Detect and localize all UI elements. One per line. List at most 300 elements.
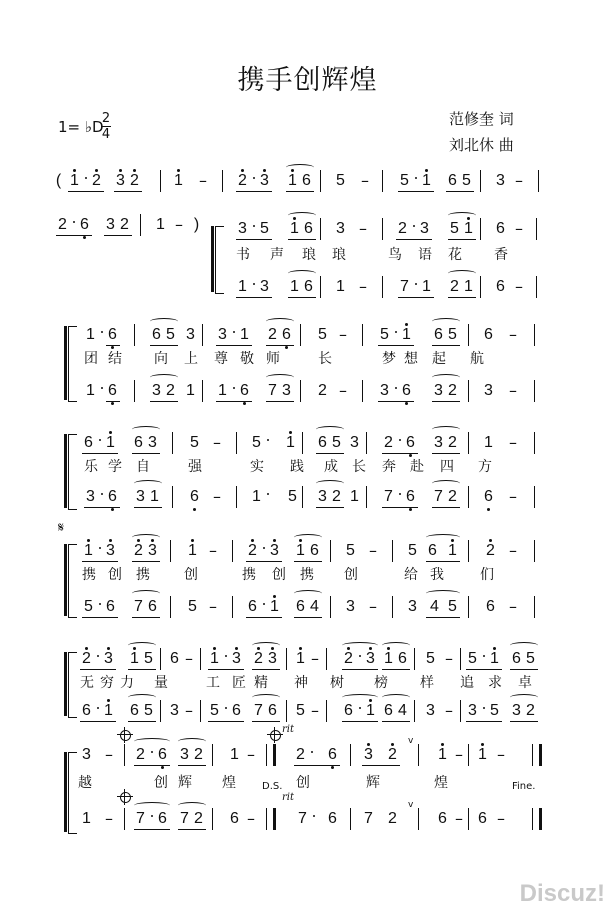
barline (160, 170, 163, 192)
note: 1 (210, 650, 219, 667)
note: 2 (166, 382, 175, 399)
note: 1 (86, 326, 95, 343)
barline (330, 596, 333, 618)
note: 3 (318, 488, 327, 505)
double-barline (266, 744, 276, 766)
note: 1 (230, 746, 239, 763)
beam-line (426, 617, 460, 618)
note: 5 (450, 220, 459, 237)
lyric-char: 力 (120, 675, 134, 691)
note: 1 (478, 746, 487, 763)
barline (202, 324, 205, 346)
tie-slur (510, 694, 538, 701)
beam-line (510, 669, 538, 670)
note: 1 (464, 220, 473, 237)
lyric-char: 无 (80, 675, 94, 691)
barline (362, 380, 365, 402)
beam-line (266, 345, 294, 346)
tie-slur (266, 318, 294, 325)
note: 1 (130, 650, 139, 667)
dash-symbol: – (361, 171, 369, 190)
note: 7 (434, 488, 443, 505)
dash-symbol: – (311, 649, 319, 668)
beam-line (82, 617, 118, 618)
note: 5 (260, 220, 269, 237)
barline (418, 808, 421, 830)
note: 6 (190, 488, 199, 505)
beam-line (294, 617, 322, 618)
paren: ) (193, 216, 200, 233)
note: 7 (400, 278, 409, 295)
tie-slur (252, 694, 280, 701)
barline (350, 744, 353, 766)
lyric-char: 越 (78, 775, 92, 791)
note: 3 (484, 382, 493, 399)
note: 6 (282, 326, 291, 343)
barline (468, 432, 471, 454)
paren: ( (55, 172, 62, 189)
barline (392, 596, 395, 618)
barline (366, 486, 369, 508)
beam-line (80, 669, 116, 670)
note: 7 (134, 598, 143, 615)
note: 2 (448, 382, 457, 399)
tie-slur (316, 480, 344, 487)
note: 6 (512, 650, 521, 667)
meter-top: 2 (101, 111, 111, 126)
system-bracket (68, 434, 77, 510)
lyric-char: 实 (250, 459, 264, 475)
barline (382, 276, 385, 298)
note: 6 (402, 382, 411, 399)
beam-line (134, 507, 162, 508)
note: 6 (428, 542, 437, 559)
beam-line (396, 239, 432, 240)
note: 2 (526, 702, 535, 719)
note: 1 (350, 488, 359, 505)
barline (302, 486, 305, 508)
note: 2 (448, 488, 457, 505)
beam-line (106, 401, 120, 402)
rit-mark-top: rit (282, 724, 294, 735)
barline (300, 380, 303, 402)
note: 6 (398, 650, 407, 667)
lyric-char: 航 (470, 351, 484, 367)
note: 6 (310, 542, 319, 559)
note: 3 (426, 702, 435, 719)
note: 4 (310, 598, 319, 615)
note: 6 (106, 598, 115, 615)
note: 3 (218, 326, 227, 343)
octave-dot-high (273, 595, 276, 598)
note: 6 (344, 702, 353, 719)
fine-mark: Fine. (512, 781, 536, 792)
beam-line (208, 721, 244, 722)
octave-dot-high (273, 539, 276, 542)
dash-symbol: – (339, 381, 347, 400)
note: 1 (82, 810, 91, 827)
barline (536, 276, 539, 298)
note: 1 (106, 434, 115, 451)
lyric-char: 创 (344, 567, 358, 583)
barline (366, 432, 369, 454)
beam-line (294, 765, 340, 766)
note: 1 (70, 172, 79, 189)
tie-slur (426, 590, 460, 597)
lyric-char: 穷 (100, 675, 114, 691)
lyric-char: 乐 (84, 459, 98, 475)
note: 6 (328, 810, 337, 827)
beam-line (432, 507, 460, 508)
dash-symbol: – (105, 809, 113, 828)
note: 1 (270, 598, 279, 615)
beam-line (426, 561, 460, 562)
barline (320, 170, 323, 192)
barline (172, 486, 175, 508)
note: 2 (248, 542, 257, 559)
note: 6 (158, 746, 167, 763)
tie-slur (178, 802, 206, 809)
lyric-char: 强 (188, 459, 202, 475)
barline (172, 432, 175, 454)
note: 3 (408, 598, 417, 615)
barline (534, 432, 537, 454)
lyric-char: 花 (448, 247, 462, 263)
dash-symbol: – (369, 597, 377, 616)
octave-dot-high (119, 169, 122, 172)
lyric-char: 方 (478, 459, 492, 475)
dash-symbol: – (509, 541, 517, 560)
note: 1 (252, 488, 261, 505)
note: 6 (438, 810, 447, 827)
tie-slur (178, 738, 206, 745)
note: 6 (80, 216, 89, 233)
note: 1 (150, 488, 159, 505)
note: 2 (134, 542, 143, 559)
note: 6 (304, 278, 313, 295)
dash-symbol: – (359, 219, 367, 238)
system-bracket-bar (64, 326, 67, 400)
lyric-char: 想 (404, 351, 418, 367)
time-signature (101, 112, 111, 141)
barline (382, 218, 385, 240)
dot-symbol (262, 486, 274, 502)
lyric-char: 匠 (232, 675, 246, 691)
dash-symbol: – (175, 215, 183, 234)
dash-symbol: – (497, 809, 505, 828)
beam-line (378, 401, 414, 402)
note: 3 (364, 746, 373, 763)
lyricist-credit: 范修奎 词 (449, 110, 514, 128)
lyric-char: 师 (266, 351, 280, 367)
lyric-char: 创 (184, 567, 198, 583)
key-signature: 1= ♭D (58, 118, 104, 136)
beam-line (128, 721, 156, 722)
dash-symbol: – (509, 597, 517, 616)
beam-line (82, 453, 118, 454)
note: 6 (486, 598, 495, 615)
lyric-char: 携 (300, 567, 314, 583)
beam-line (128, 669, 156, 670)
barline (170, 596, 173, 618)
lyric-char: 精 (254, 675, 268, 691)
system-bracket (68, 752, 77, 834)
note: 3 (104, 650, 113, 667)
octave-dot-low (111, 508, 114, 511)
lyric-char: 神 (294, 675, 308, 691)
note: 1 (240, 326, 249, 343)
dash-symbol: – (213, 487, 221, 506)
octave-dot-high (441, 743, 444, 746)
octave-dot-high (87, 539, 90, 542)
lyric-char: 起 (432, 351, 446, 367)
barline (468, 324, 471, 346)
beam-line (382, 453, 418, 454)
coda-sign-bottom (118, 790, 132, 804)
note: 1 (448, 542, 457, 559)
note: 5 (380, 326, 389, 343)
note: 5 (144, 702, 153, 719)
tie-slur (252, 642, 280, 649)
beam-line (466, 669, 502, 670)
barline (468, 486, 471, 508)
barline (160, 700, 163, 722)
lyric-char: 践 (290, 459, 304, 475)
note: 2 (136, 746, 145, 763)
tie-slur (382, 694, 410, 701)
barline (534, 540, 537, 562)
note: 6 (478, 810, 487, 827)
octave-dot-low (111, 402, 114, 405)
barline (222, 170, 225, 192)
note: 1 (366, 702, 375, 719)
note: 5 (166, 326, 175, 343)
barline (536, 218, 539, 240)
note: 1 (422, 172, 431, 189)
note: 6 (248, 598, 257, 615)
octave-dot-low (487, 508, 490, 511)
lyric-char: 携 (82, 567, 96, 583)
beam-line (252, 721, 280, 722)
barline (320, 276, 323, 298)
beam-line (134, 829, 170, 830)
barline (392, 540, 395, 562)
barline (124, 808, 127, 830)
beam-line (432, 453, 460, 454)
note: 6 (84, 434, 93, 451)
lyric-char: 榜 (374, 675, 388, 691)
octave-dot-high (107, 647, 110, 650)
dash-symbol: – (445, 649, 453, 668)
lyric-char: 样 (420, 675, 434, 691)
note: 6 (448, 172, 457, 189)
note: 5 (408, 542, 417, 559)
tie-slur (134, 480, 162, 487)
note: 1 (104, 702, 113, 719)
note: 2 (268, 326, 277, 343)
note: 6 (108, 488, 117, 505)
beam-line (448, 239, 476, 240)
note: 1 (336, 278, 345, 295)
dot-symbol (262, 432, 274, 448)
note: 7 (268, 382, 277, 399)
note: 1 (156, 216, 165, 233)
note: 6 (82, 702, 91, 719)
note: 2 (120, 216, 129, 233)
beam-line (362, 765, 400, 766)
note: 3 (148, 542, 157, 559)
note: 1 (296, 542, 305, 559)
note: 7 (136, 810, 145, 827)
note: 5 (188, 598, 197, 615)
octave-dot-high (489, 539, 492, 542)
watermark: Discuz! (519, 880, 605, 907)
note: 1 (422, 278, 431, 295)
barline (534, 596, 537, 618)
tie-slur (510, 642, 538, 649)
lyric-char: 尊 (214, 351, 228, 367)
tie-slur (132, 426, 160, 433)
tie-slur (128, 694, 156, 701)
note: 3 (186, 326, 195, 343)
lyric-char: 卓 (518, 675, 532, 691)
note: 6 (296, 598, 305, 615)
octave-dot-low (285, 346, 288, 349)
note: 1 (86, 382, 95, 399)
note: 2 (332, 488, 341, 505)
note: 2 (194, 810, 203, 827)
dash-symbol: – (209, 597, 217, 616)
system-bracket (68, 544, 77, 618)
coda-sign-top (118, 728, 132, 742)
dash-symbol: – (105, 745, 113, 764)
lyric-char: 赴 (410, 459, 424, 475)
octave-dot-high (263, 169, 266, 172)
system-bracket (68, 652, 77, 718)
breath-mark-top: v (408, 736, 414, 746)
note: 2 (388, 746, 397, 763)
note: 5 (84, 598, 93, 615)
lyric-char: 创 (154, 775, 168, 791)
lyric-char: 长 (318, 351, 332, 367)
note: 5 (210, 702, 219, 719)
dash-symbol: – (455, 809, 463, 828)
note: 3 (232, 650, 241, 667)
note: 5 (346, 542, 355, 559)
beam-line (134, 765, 170, 766)
lyric-char: 求 (488, 675, 502, 691)
note: 2 (388, 810, 397, 827)
beam-line (294, 561, 322, 562)
note: 3 (82, 746, 91, 763)
dash-symbol: – (509, 381, 517, 400)
note: 3 (434, 434, 443, 451)
note: 7 (180, 810, 189, 827)
note: 1 (402, 326, 411, 343)
note: 1 (174, 172, 183, 189)
system-bracket-bar (64, 752, 67, 832)
note: 6 (384, 702, 393, 719)
octave-dot-high (391, 743, 394, 746)
note: 6 (484, 488, 493, 505)
beam-line (288, 297, 316, 298)
dash-symbol: – (515, 219, 523, 238)
coda-sign-top-2 (268, 728, 282, 742)
tie-slur (432, 426, 460, 433)
octave-dot-low (243, 402, 246, 405)
beam-line (466, 721, 502, 722)
note: 4 (398, 702, 407, 719)
dash-symbol: – (497, 745, 505, 764)
note: 3 (238, 220, 247, 237)
note: 3 (346, 598, 355, 615)
note: 1 (286, 434, 295, 451)
note: 3 (420, 220, 429, 237)
barline (200, 700, 203, 722)
octave-dot-low (193, 508, 196, 511)
note: 3 (512, 702, 521, 719)
beam-line (432, 401, 460, 402)
note: 2 (398, 220, 407, 237)
lyric-char: 煌 (434, 775, 448, 791)
composer-credit: 刘北休 曲 (449, 136, 514, 154)
lyric-char: 创 (296, 775, 310, 791)
note: 5 (296, 702, 305, 719)
system-bracket-bar (211, 226, 214, 292)
octave-dot-high (493, 647, 496, 650)
note: 3 (336, 220, 345, 237)
dash-symbol: – (199, 171, 207, 190)
dash-symbol: – (339, 325, 347, 344)
octave-dot-high (177, 169, 180, 172)
tie-slur (150, 374, 178, 381)
tie-slur (448, 270, 476, 277)
barline (362, 324, 365, 346)
note: 6 (304, 220, 313, 237)
barline (320, 218, 323, 240)
beam-line (446, 191, 474, 192)
barline (232, 596, 235, 618)
octave-dot-high (235, 647, 238, 650)
note: 5 (400, 172, 409, 189)
beam-line (382, 721, 410, 722)
note: 5 (490, 702, 499, 719)
note: 3 (350, 434, 359, 451)
barline (382, 170, 385, 192)
lyric-char: 梦 (382, 351, 396, 367)
note: 2 (296, 746, 305, 763)
beam-line (382, 669, 410, 670)
barline (124, 744, 127, 766)
octave-dot-high (95, 169, 98, 172)
beam-line (266, 401, 294, 402)
note: 3 (260, 278, 269, 295)
lyric-char: 量 (154, 675, 168, 691)
note: 3 (106, 216, 115, 233)
tie-slur (286, 164, 314, 171)
note: 6 (434, 326, 443, 343)
dash-symbol: – (509, 487, 517, 506)
dash-symbol: – (247, 809, 255, 828)
note: 5 (526, 650, 535, 667)
note: 3 (170, 702, 179, 719)
note: 5 (252, 434, 261, 451)
note: 3 (270, 542, 279, 559)
note: 6 (130, 702, 139, 719)
octave-dot-high (213, 647, 216, 650)
note: 5 (190, 434, 199, 451)
octave-dot-high (109, 539, 112, 542)
